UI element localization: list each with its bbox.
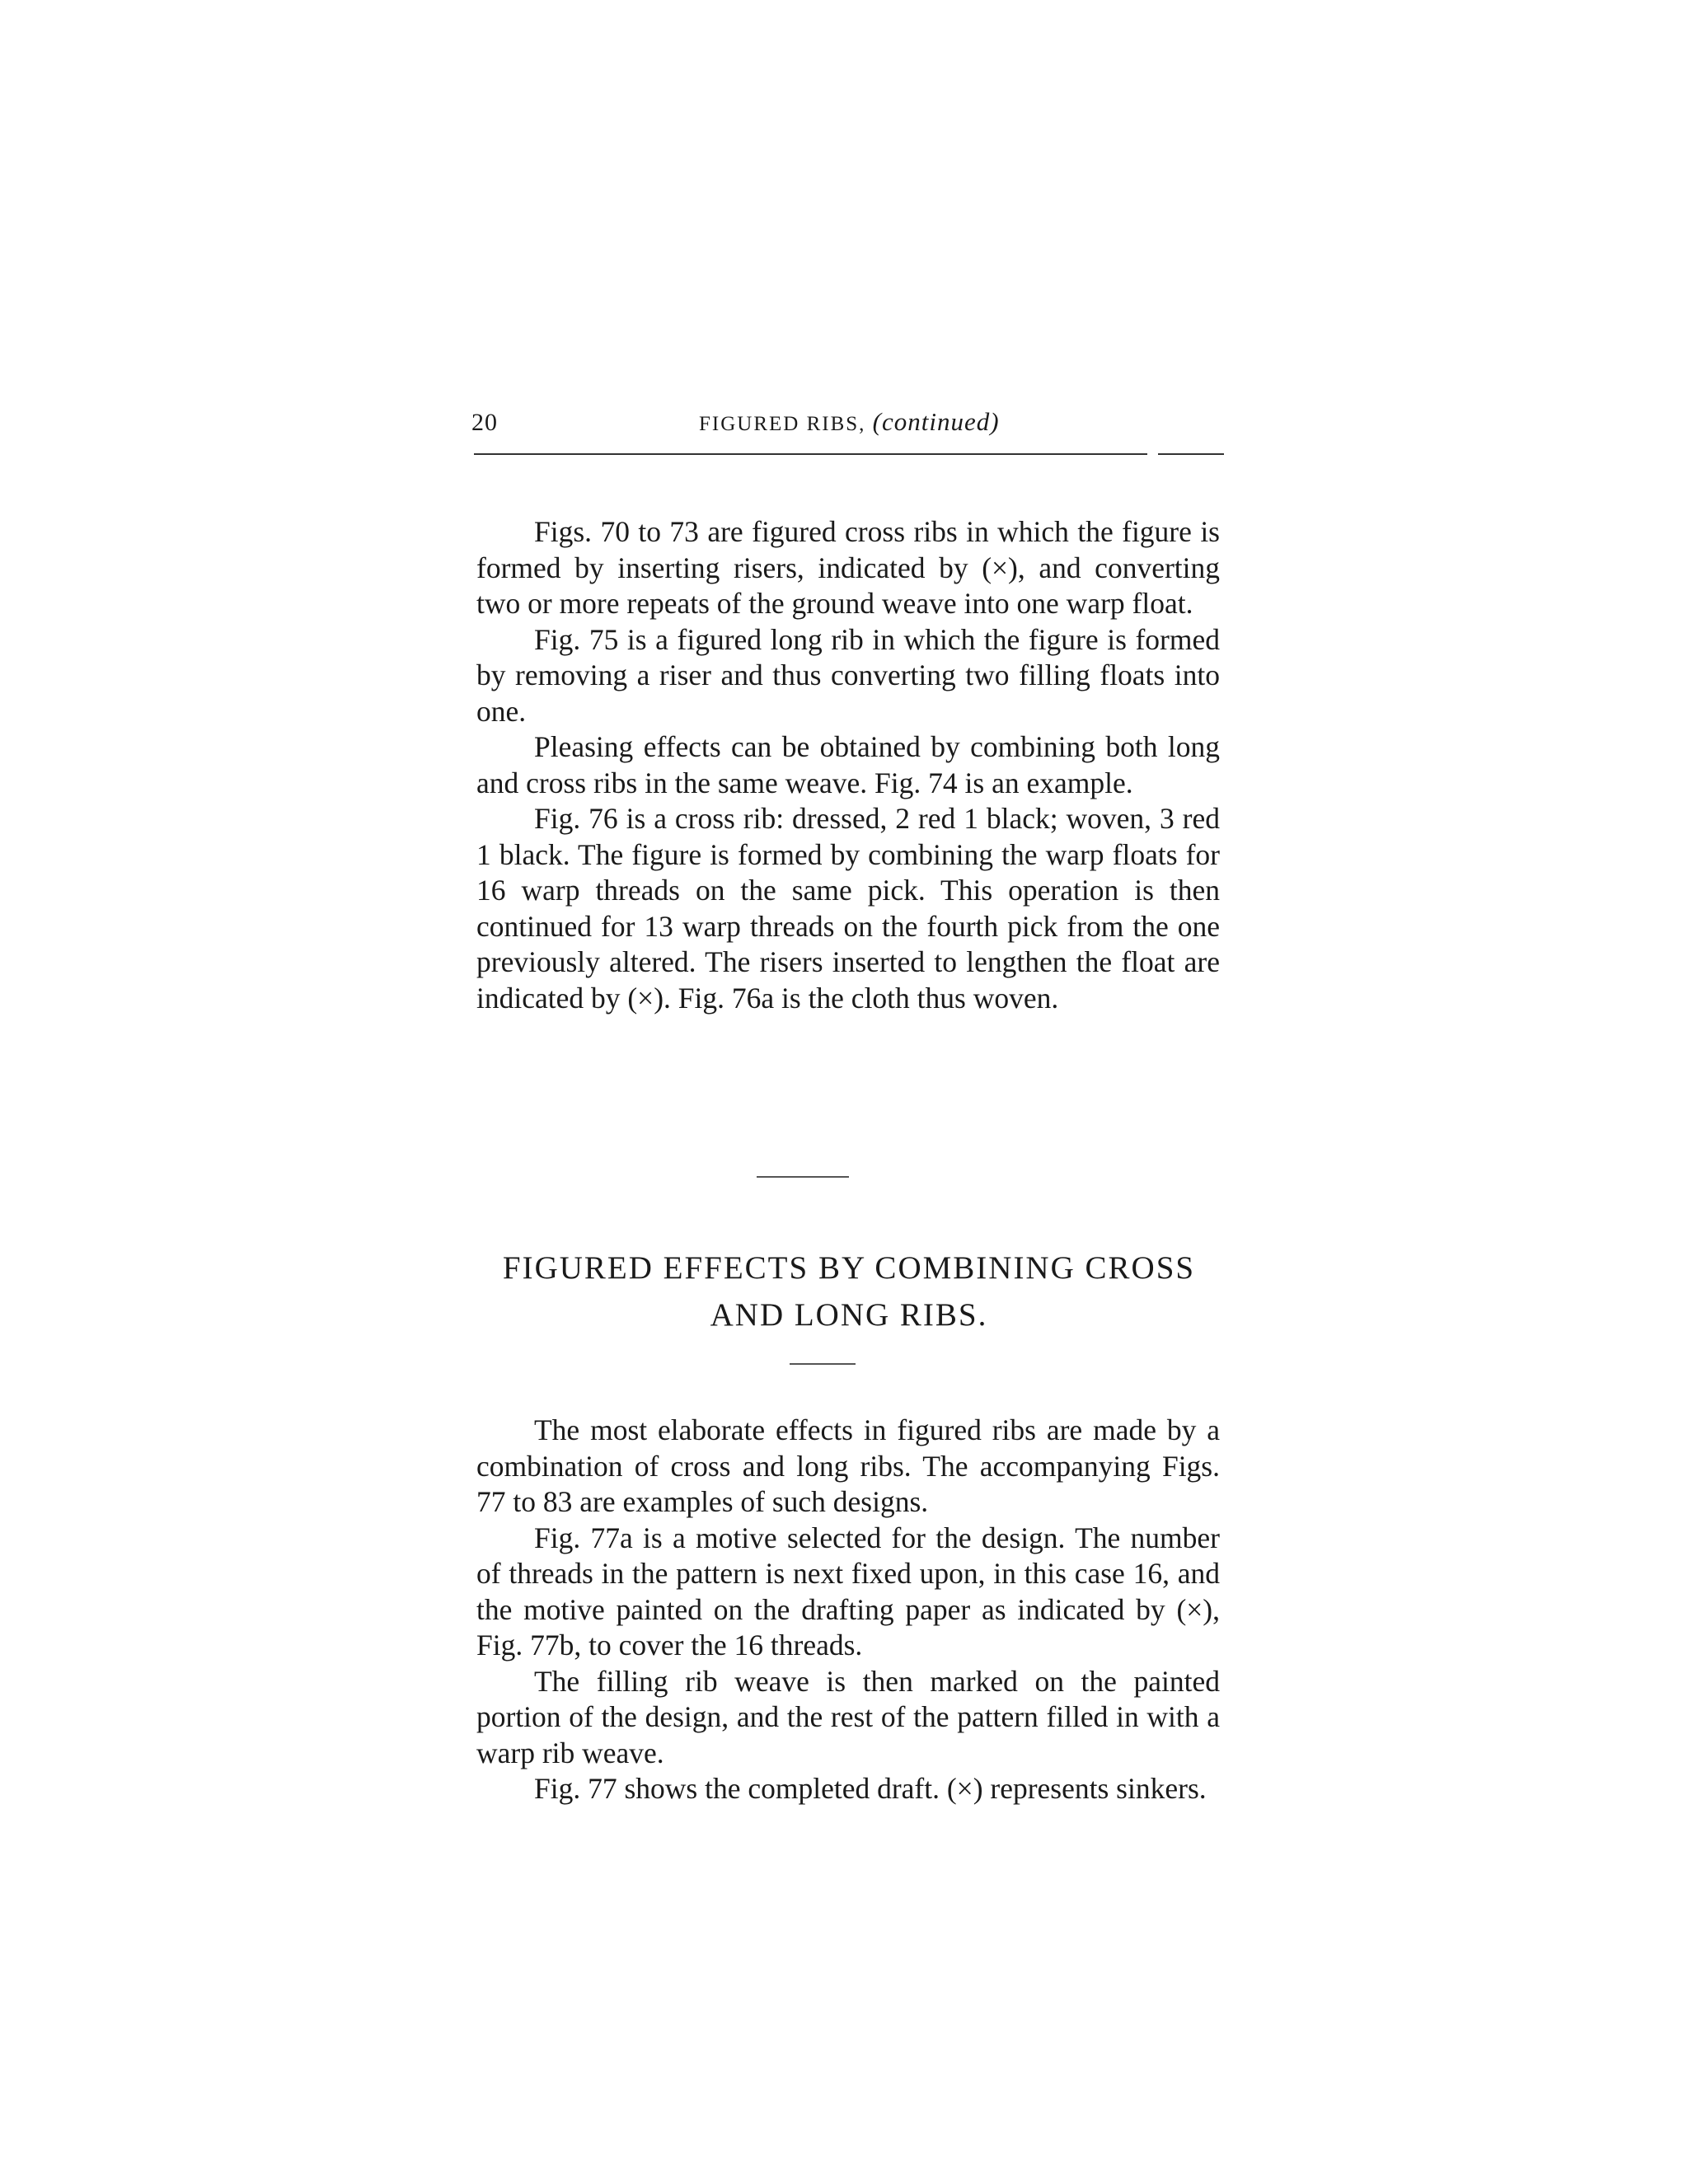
body-text-section-2 [476, 1413, 1220, 1807]
header-rule [474, 453, 1147, 455]
body-text-section-1 [476, 514, 1220, 1016]
paragraph: The most elaborate effects in figured ribs are made by a combination of cross and long ribs. The accompanying Figs. 77 to 83 are examples of such designs. [476, 1413, 1220, 1518]
paragraph: The filling rib weave is then marked on the painted portion of the design, and the rest of the pattern filled in with a warp rib weave. [476, 1664, 1220, 1769]
title-divider [790, 1363, 856, 1365]
paragraph: Figs. 70 to 73 are figured cross ribs in which the figure is formed by inserting risers, indicated by (×), and converting two or more repeats of the ground weave into one warp float. [476, 515, 1220, 620]
running-head-title: FIGURED RIBS, [699, 413, 866, 435]
section-title-line-1: FIGURED EFFECTS BY COMBINING CROSS [502, 1250, 1196, 1286]
header-rule-tail [1158, 453, 1224, 455]
section-title [445, 1244, 1253, 1338]
page-number: 20 [471, 409, 498, 436]
paragraph: Fig. 75 is a figured long rib in which the figure is formed by removing a riser and thus converting two filling floats into one. [476, 622, 1220, 728]
paragraph: Fig. 77 shows the completed draft. (×) represents sinkers. [534, 1772, 1207, 1805]
section-divider [757, 1176, 849, 1178]
paragraph: Pleasing effects can be obtained by combining both long and cross ribs in the same weave. Fig. 74 is an example. [476, 730, 1220, 799]
paragraph: Fig. 77a is a motive selected for the design. The number of threads in the pattern is next fixed upon, in this case 16, and the motive painted on the drafting paper as indicated by (×), Fig. 77b, to cover the 16 threads. [476, 1521, 1220, 1661]
paragraph: Fig. 76 is a cross rib: dressed, 2 red 1 black; woven, 3 red 1 black. The figure is formed by combining the warp floats for 16 warp threads on the same pick. This operation is then continued for 13 warp threads on the fourth pick from the one previously altered. The risers inserted to lengthen the float are indicated by (×). Fig. 76a is the cloth thus woven. [476, 802, 1220, 1015]
running-head-continued: (continued) [872, 407, 1000, 436]
running-head [699, 407, 1000, 437]
section-title-line-2: AND LONG RIBS. [710, 1297, 988, 1333]
